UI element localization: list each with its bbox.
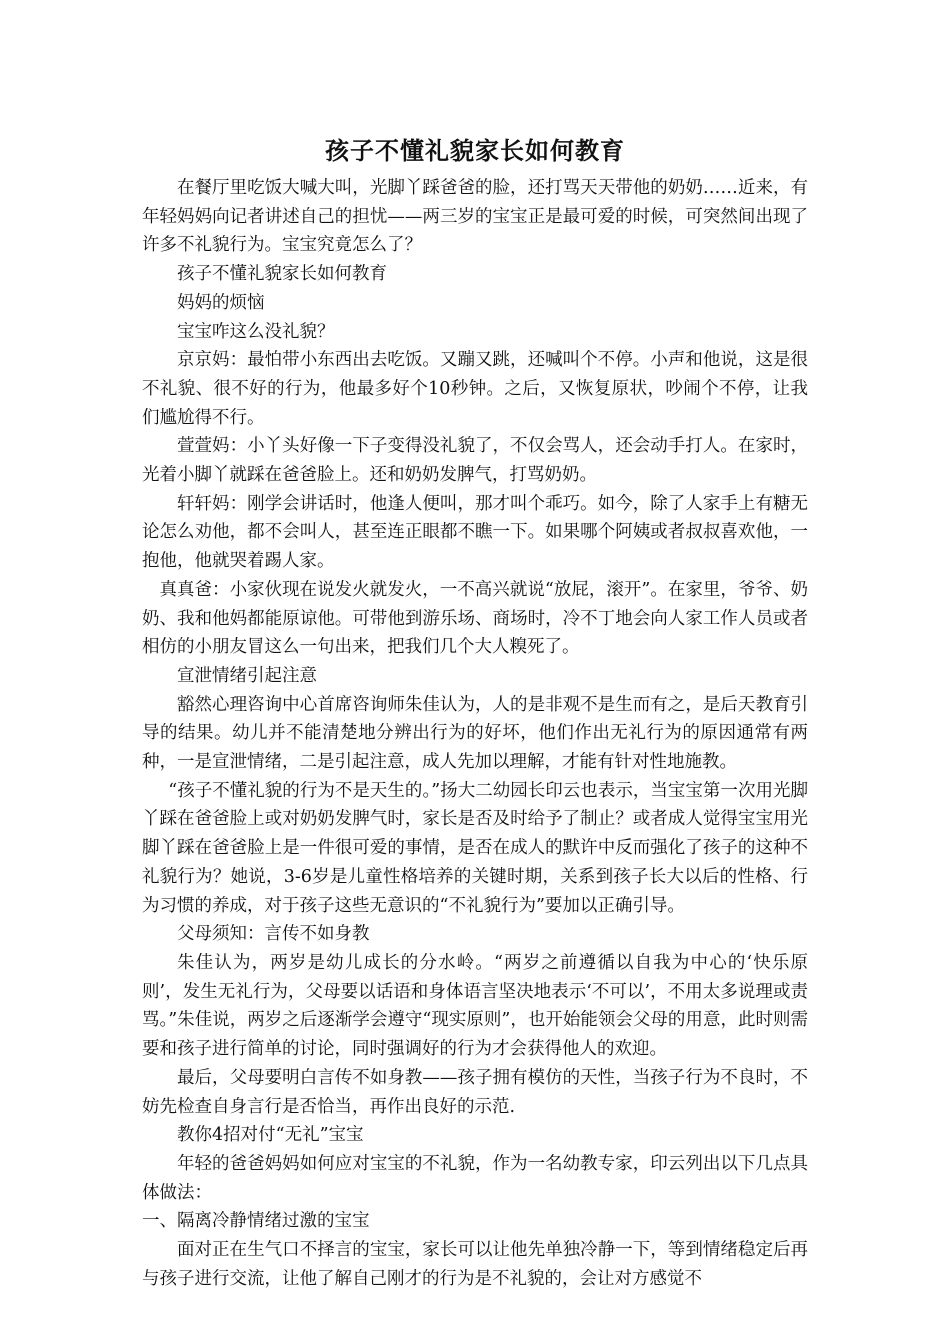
paragraph-lead-by-example: 最后，父母要明白言传不如身教——孩子拥有模仿的天性，当孩子行为不良时，不妨先检查自身言行是否恰当，再作出良好的示范. — [142, 1067, 808, 1117]
document-page — [142, 128, 808, 1293]
subheading-repeat-title: 孩子不懂礼貌家长如何教育 — [177, 264, 387, 285]
paragraph-yinyun-view: “孩子不懂礼貌的行为不是天生的。”扬大二幼园长印云也表示，当宝宝第一次用光脚丫踩在爸爸脸上或对奶奶发脾气时，家长是否及时给予了制止？或者成人觉得宝宝用光脚丫踩在爸爸脸上是一件很可爱的事情，是否在成人的默许中反而强化了孩子的这种不礼貌行为？她说，3-6岁是儿童性格培养的关键时期，关系到孩子长大以后的性格、行为习惯的养成，对于孩子这些无意识的“不礼貌行为”要加以正确引导。 — [142, 780, 808, 916]
subheading-vent-emotion: 宣泄情绪引起注意 — [177, 665, 317, 686]
paragraph-xuanxuan-mom-2: 轩轩妈：刚学会讲话时，他逢人便叫，那才叫个乖巧。如今，除了人家手上有糖无论怎么劝他，都不会叫人，甚至连正眼都不瞧一下。如果哪个阿姨或者叔叔喜欢他，一抱他，他就哭着踢人家。 — [142, 493, 808, 572]
paragraph-tip-one: 面对正在生气口不择言的宝宝，家长可以让他先单独冷静一下，等到情绪稳定后再与孩子进行交流，让他了解自己刚才的行为是不礼貌的，会让对方感觉不 — [142, 1240, 808, 1289]
subheading-tip-one: 一、隔离冷静情绪过激的宝宝 — [142, 1211, 370, 1232]
paragraph-tips-intro: 年轻的爸爸妈妈如何应对宝宝的不礼貌，作为一名幼教专家，印云列出以下几点具体做法： — [142, 1153, 808, 1203]
subheading-mom-worries: 妈妈的烦恼 — [177, 292, 265, 313]
paragraph-two-years: 朱佳认为，两岁是幼儿成长的分水岭。“两岁之前遵循以自我为中心的‘快乐原则’，发生无礼行为，父母要以话语和身体语言坚决地表示‘不可以’，不用太多说理或责骂。”朱佳说，两岁之后逐渐学会遵守“现实原则”，也开始能领会父母的用意，此时则需要和孩子进行简单的讨论，同时强调好的行为才会获得他人的欢迎。 — [142, 952, 808, 1060]
paragraph-zhenzhen-dad: 真真爸：小家伙现在说发火就发火，一不高兴就说“放屁，滚开”。在家里，爷爷、奶奶、我和他妈都能原谅他。可带他到游乐场、商场时，冷不丁地会向人家工作人员或者相仿的小朋友冒这么一句出来，把我们几个大人糗死了。 — [142, 579, 808, 658]
document-title: 孩子不懂礼貌家长如何教育 — [325, 136, 625, 165]
subheading-parents-know: 父母须知：言传不如身教 — [177, 924, 370, 945]
paragraph-jingjing-mom: 京京妈：最怕带小东西出去吃饭。又蹦又跳，还喊叫个不停。小声和他说，这是很不礼貌、很不好的行为，他最多好个10秒钟。之后，又恢复原状，吵闹个不停，让我们尴尬得不行。 — [142, 350, 808, 428]
paragraph-zhujia-view: 豁然心理咨询中心首席咨询师朱佳认为，人的是非观不是生而有之，是后天教育引导的结果。幼儿并不能清楚地分辨出行为的好坏，他们作出无礼行为的原因通常有两种，一是宣泄情绪，二是引起注意，成人先加以理解，才能有针对性地施教。 — [142, 694, 808, 773]
subheading-four-tips: 教你4招对付“无礼”宝宝 — [177, 1125, 364, 1146]
subheading-why-rude: 宝宝咋这么没礼貌？ — [177, 321, 335, 342]
paragraph-intro: 在餐厅里吃饭大喊大叫，光脚丫踩爸爸的脸，还打骂天天带他的奶奶……近来，有年轻妈妈向记者讲述自己的担忧——两三岁的宝宝正是最可爱的时候，可突然间出现了许多不礼貌行为。宝宝究竟怎么了？ — [142, 178, 808, 256]
paragraph-xuanxuan-mom: 萱萱妈：小丫头好像一下子变得没礼貌了，不仅会骂人，还会动手打人。在家时，光着小脚丫就踩在爸爸脸上。还和奶奶发脾气，打骂奶奶。 — [142, 436, 808, 486]
